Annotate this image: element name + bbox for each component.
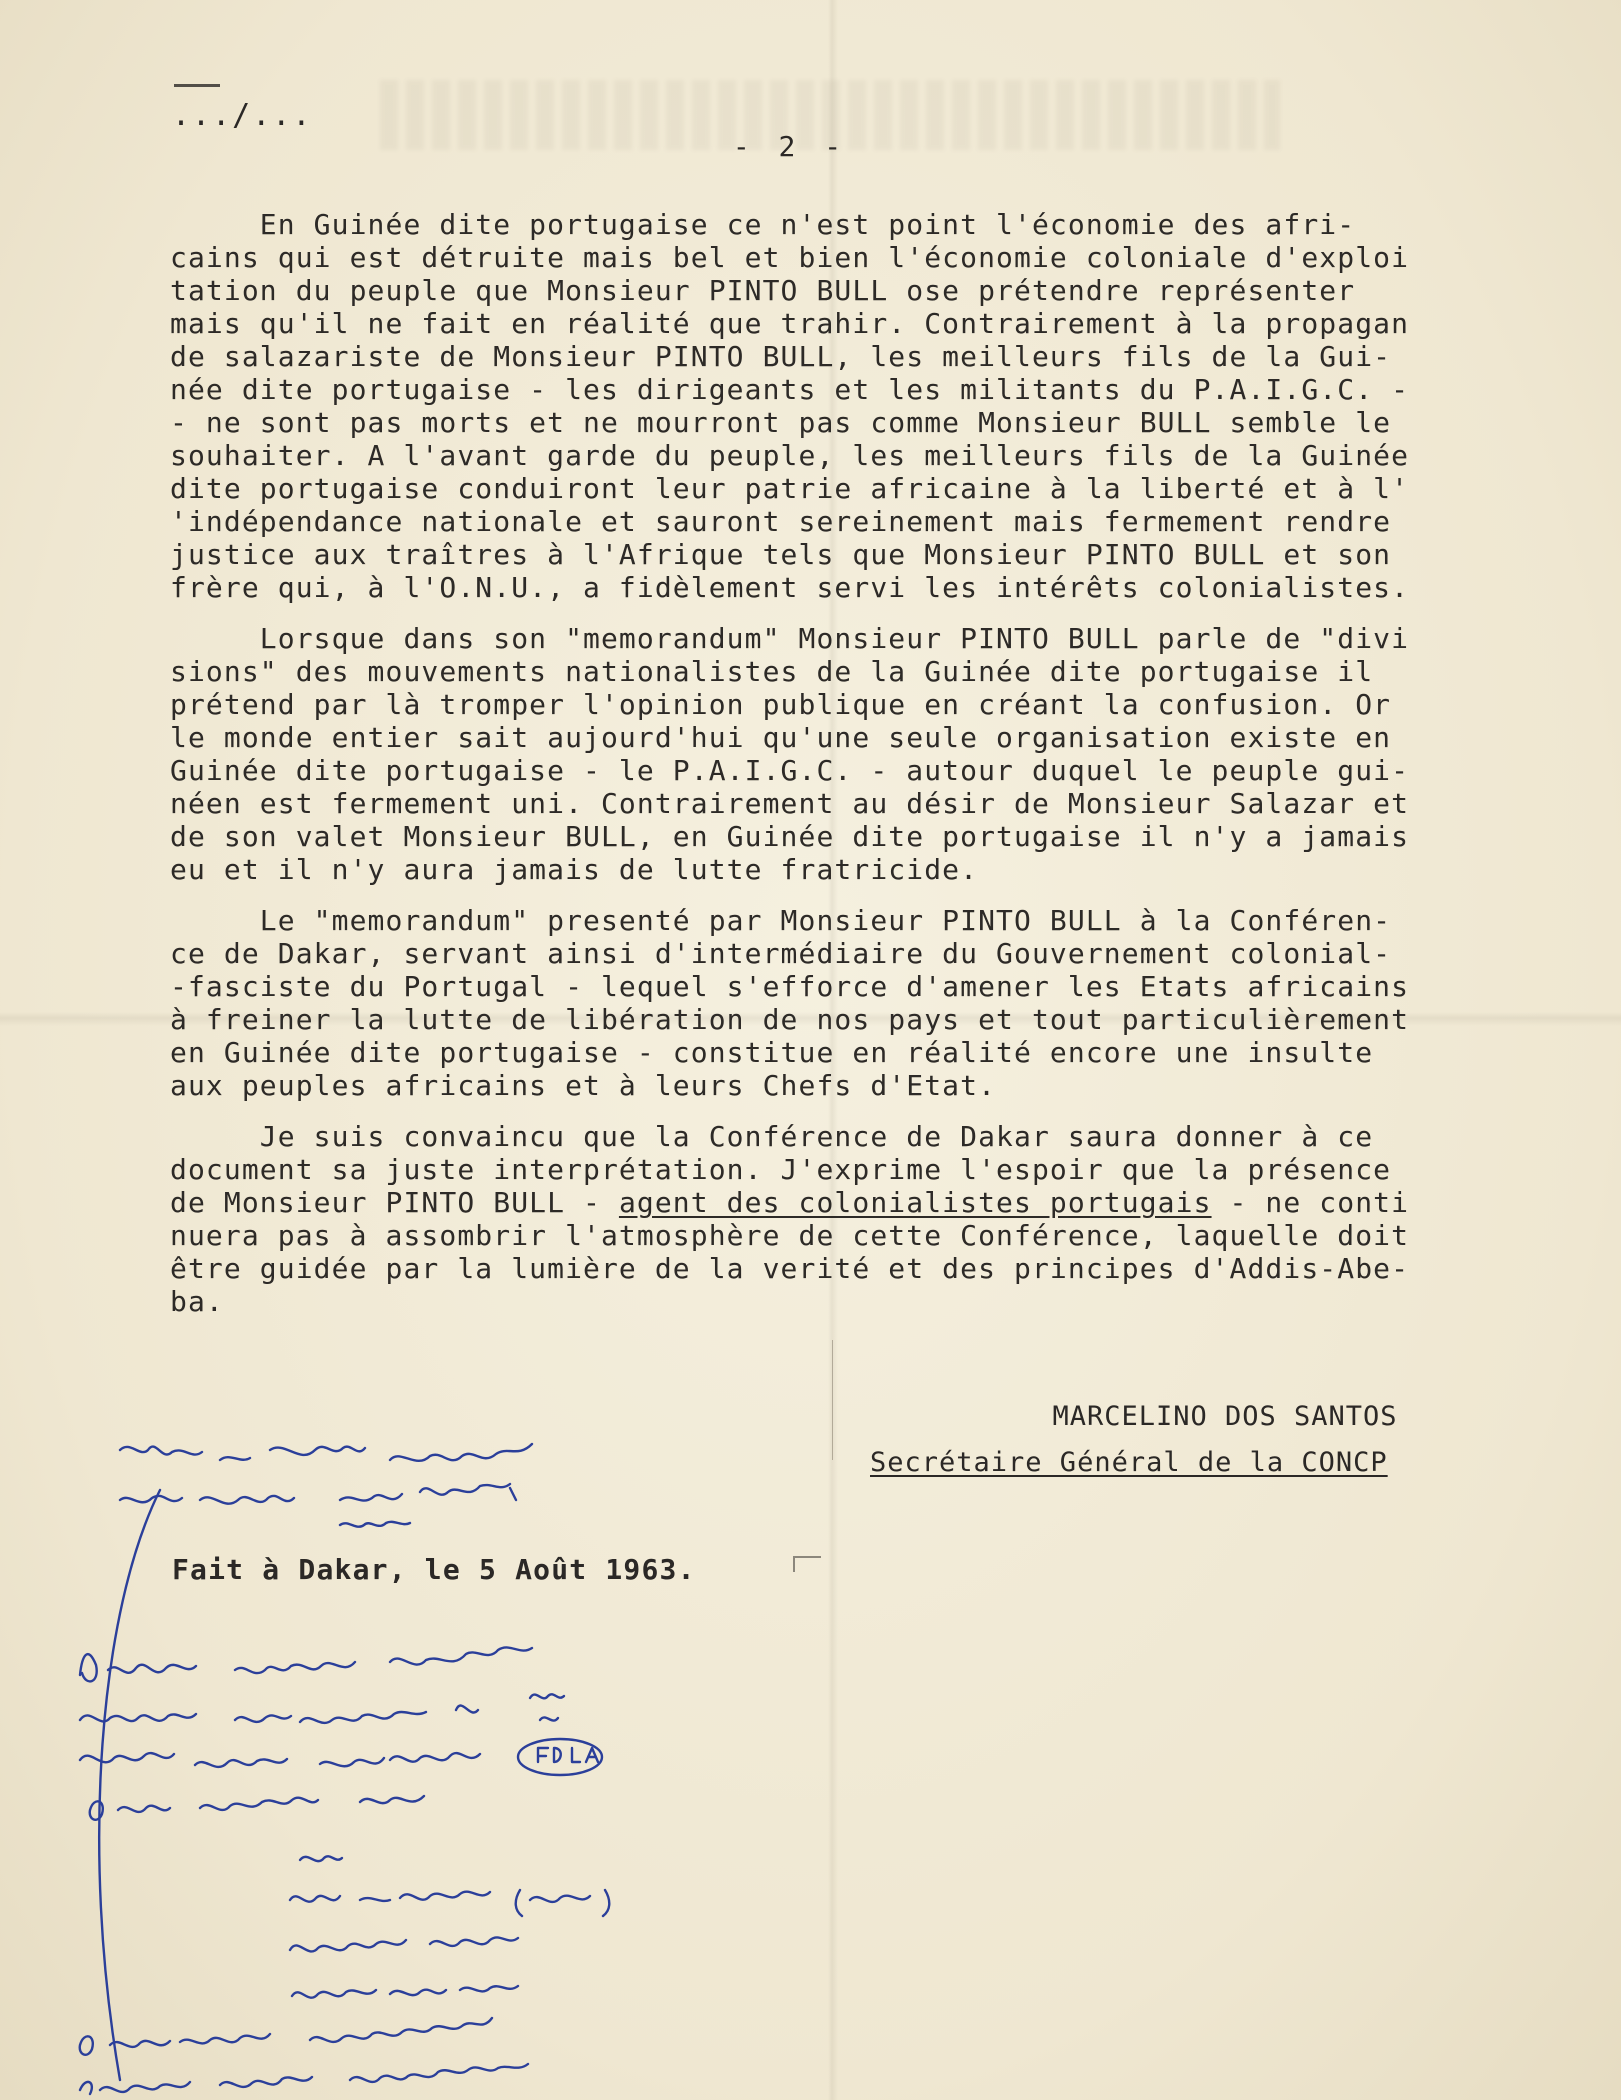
text-line: dite portugaise conduiront leur patrie africaine à la liberté et à l' bbox=[170, 472, 1410, 505]
handwritten-bracket bbox=[99, 1490, 160, 2080]
text-line: de salazariste de Monsieur PINTO BULL, les meilleurs fils de la Gui- bbox=[170, 340, 1392, 373]
text-line: nuera pas à assombrir l'atmosphère de cette Conférence, laquelle doit bbox=[170, 1219, 1410, 1252]
handwritten-notes bbox=[60, 1430, 820, 2100]
handwritten-stroke bbox=[292, 1986, 518, 1998]
text-line: 'indépendance nationale et sauront sereinement mais fermement rendre bbox=[170, 505, 1392, 538]
text-line: sions" des mouvements nationalistes de la Guinée dite portugaise il bbox=[170, 655, 1374, 688]
paragraph-1 bbox=[170, 208, 1530, 604]
text-line: le monde entier sait aujourd'hui qu'une seule organisation existe en bbox=[170, 721, 1392, 754]
text-line: justice aux traîtres à l'Afrique tels que Monsieur PINTO BULL et son bbox=[170, 538, 1392, 571]
handwritten-stroke bbox=[80, 2018, 492, 2055]
handwritten-stroke bbox=[120, 1444, 532, 1461]
text-line: aux peuples africains et à leurs Chefs d'Etat. bbox=[170, 1069, 997, 1102]
text-line: prétend par là tromper l'opinion publique en créant la confusion. Or bbox=[170, 688, 1392, 721]
text-line: Guinée dite portugaise - le P.A.I.G.C. - autour duquel le peuple gui- bbox=[170, 754, 1410, 787]
handwritten-stroke bbox=[120, 1484, 516, 1504]
text-line: néen est fermement uni. Contrairement au désir de Monsieur Salazar et bbox=[170, 787, 1410, 820]
handwritten-stroke bbox=[80, 1647, 532, 1681]
place-date: Fait à Dakar, le 5 Août 1963. bbox=[172, 1553, 696, 1586]
text-line: Le "memorandum" presenté par Monsieur PINTO BULL à la Conféren- bbox=[170, 904, 1392, 937]
text-line: Lorsque dans son "memorandum" Monsieur PINTO BULL parle de "divi bbox=[170, 622, 1410, 655]
continuation-mark: .../... bbox=[172, 98, 313, 133]
text-line: En Guinée dite portugaise ce n'est point l'économie des afri- bbox=[170, 208, 1356, 241]
text-line: en Guinée dite portugaise - constitue en réalité encore une insulte bbox=[170, 1036, 1374, 1069]
signature-block bbox=[870, 1398, 1520, 1482]
text-line: - ne sont pas morts et ne mourront pas comme Monsieur BULL semble le bbox=[170, 406, 1392, 439]
handwritten-stroke bbox=[340, 1522, 410, 1527]
text-line: souhaiter. A l'avant garde du peuple, les meilleurs fils de la Guinée bbox=[170, 439, 1410, 472]
dash-mark bbox=[174, 84, 220, 87]
signatory-title: Secrétaire Général de la CONCP bbox=[870, 1447, 1388, 1478]
text-line: née dite portugaise - les dirigeants et les militants du P.A.I.G.C. - bbox=[170, 373, 1410, 406]
handwritten-stroke bbox=[80, 1705, 478, 1722]
page-number: - 2 - bbox=[732, 130, 848, 163]
text-line: de son valet Monsieur BULL, en Guinée dite portugaise il n'y a jamais bbox=[170, 820, 1410, 853]
text-line: être guidée par la lumière de la verité et des principes d'Addis-Abe- bbox=[170, 1252, 1410, 1285]
text-line: mais qu'il ne fait en réalité que trahir. Contrairement à la propagan bbox=[170, 307, 1410, 340]
signatory-name: MARCELINO DOS SANTOS bbox=[1052, 1401, 1398, 1432]
text-line: à freiner la lutte de libération de nos pays et tout particulièrement bbox=[170, 1003, 1410, 1036]
fold-line bbox=[832, 1340, 833, 1460]
text-line: tation du peuple que Monsieur PINTO BULL ose prétendre représenter bbox=[170, 274, 1356, 307]
handwritten-stroke bbox=[90, 1796, 424, 1820]
text-line: frère qui, à l'O.N.U., a fidèlement servi les intérêts colonialistes. bbox=[170, 571, 1410, 604]
handwritten-stroke bbox=[290, 1937, 518, 1951]
text-line: Je suis convaincu que la Conférence de Dakar saura donner à ce bbox=[170, 1120, 1374, 1153]
text-line: cains qui est détruite mais bel et bien l'économie coloniale d'exploi bbox=[170, 241, 1410, 274]
handwritten-stroke bbox=[538, 1748, 598, 1762]
handwritten-stroke bbox=[290, 1890, 609, 1916]
text-line: eu et il n'y aura jamais de lutte fratricide. bbox=[170, 853, 979, 886]
text-line underlined-line: de Monsieur PINTO BULL - agent des colonialistes portugais - ne conti bbox=[170, 1186, 1410, 1219]
handwritten-stroke bbox=[530, 1694, 564, 1720]
text-line: -fasciste du Portugal - lequel s'efforce d'amener les Etats africains bbox=[170, 970, 1410, 1003]
underlined-phrase: agent des colonialistes portugais bbox=[618, 1186, 1212, 1219]
letter-body bbox=[170, 208, 1530, 1336]
handwritten-stroke bbox=[80, 1753, 480, 1767]
text-line: document sa juste interprétation. J'exprime l'espoir que la présence bbox=[170, 1153, 1392, 1186]
text-line: ba. bbox=[170, 1285, 224, 1318]
paragraph-4 bbox=[170, 1120, 1530, 1318]
paragraph-2 bbox=[170, 622, 1530, 886]
text-line: ce de Dakar, servant ainsi d'intermédiaire du Gouvernement colonial- bbox=[170, 937, 1392, 970]
handwritten-stroke bbox=[80, 2064, 528, 2094]
handwritten-stroke bbox=[300, 1856, 342, 1861]
paragraph-3 bbox=[170, 904, 1530, 1102]
